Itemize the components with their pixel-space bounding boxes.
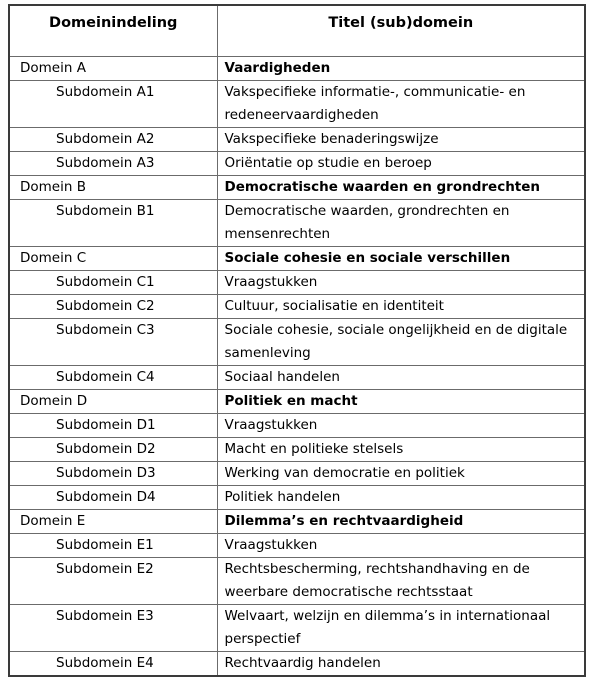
subdomain-level-cell — [9, 152, 217, 176]
table-header-row — [9, 5, 585, 57]
subdomain-level-cell — [9, 271, 217, 295]
subdomain-title-cell — [217, 200, 585, 247]
subdomain-title-cell — [217, 438, 585, 462]
table-row — [9, 152, 585, 176]
subdomain-title-cell — [217, 486, 585, 510]
subdomain-title-cell — [217, 414, 585, 438]
level-label: Domein A — [20, 60, 86, 76]
domein-table-container — [8, 4, 584, 677]
table-row — [9, 247, 585, 271]
table-row — [9, 390, 585, 414]
domain-level-cell — [9, 247, 217, 271]
domain-title-cell — [217, 57, 585, 81]
subdomain-level-cell — [9, 462, 217, 486]
level-label: Subdomein C3 — [56, 322, 155, 338]
level-label: Subdomein A3 — [56, 155, 155, 171]
table-row — [9, 128, 585, 152]
domain-level-cell — [9, 57, 217, 81]
title-label: Welvaart, welzijn en dilemma’s in internationaal perspectief — [224, 608, 551, 647]
domeinindeling-table — [8, 4, 586, 677]
title-label: Werking van democratie en politiek — [224, 465, 465, 481]
subdomain-level-cell — [9, 319, 217, 366]
table-row — [9, 652, 585, 677]
title-label: Politiek handelen — [224, 489, 341, 505]
title-label: Vraagstukken — [224, 274, 318, 290]
subdomain-level-cell — [9, 534, 217, 558]
table-row — [9, 366, 585, 390]
table-row — [9, 486, 585, 510]
title-label: Dilemma’s en rechtvaardigheid — [224, 513, 464, 529]
subdomain-level-cell — [9, 200, 217, 247]
title-label: Democratische waarden en grondrechten — [224, 179, 541, 195]
title-label: Rechtsbescherming, rechtshandhaving en de weerbare democratische rechtsstaat — [224, 561, 530, 600]
level-label: Subdomein A1 — [56, 84, 155, 100]
subdomain-level-cell — [9, 81, 217, 128]
column-header-titel: Titel (sub)domein — [217, 5, 585, 57]
domain-level-cell — [9, 510, 217, 534]
level-label: Subdomein D4 — [56, 489, 156, 505]
subdomain-title-cell — [217, 128, 585, 152]
subdomain-level-cell — [9, 486, 217, 510]
level-label: Subdomein D1 — [56, 417, 156, 433]
table-row — [9, 510, 585, 534]
table-row — [9, 319, 585, 366]
table-row — [9, 462, 585, 486]
subdomain-level-cell — [9, 366, 217, 390]
level-label: Subdomein E4 — [56, 655, 154, 671]
level-label: Subdomein C2 — [56, 298, 155, 314]
title-label: Vakspecifieke benaderingswijze — [224, 131, 439, 147]
table-row — [9, 271, 585, 295]
title-label: Vraagstukken — [224, 417, 318, 433]
subdomain-level-cell — [9, 295, 217, 319]
table-row — [9, 605, 585, 652]
domain-title-cell — [217, 247, 585, 271]
table-row — [9, 534, 585, 558]
title-label: Sociale cohesie en sociale verschillen — [224, 250, 511, 266]
subdomain-title-cell — [217, 271, 585, 295]
level-label: Subdomein C4 — [56, 369, 155, 385]
level-label: Domein E — [20, 513, 86, 529]
subdomain-level-cell — [9, 652, 217, 677]
domain-title-cell — [217, 390, 585, 414]
table-row — [9, 558, 585, 605]
subdomain-title-cell — [217, 295, 585, 319]
subdomain-title-cell — [217, 81, 585, 128]
title-label: Sociale cohesie, sociale ongelijkheid en de digitale samenleving — [224, 322, 568, 361]
table-row — [9, 438, 585, 462]
title-label: Vraagstukken — [224, 537, 318, 553]
table-row — [9, 200, 585, 247]
title-label: Oriëntatie op studie en beroep — [224, 155, 432, 171]
title-label: Macht en politieke stelsels — [224, 441, 404, 457]
title-label: Cultuur, socialisatie en identiteit — [224, 298, 444, 314]
table-row — [9, 176, 585, 200]
subdomain-title-cell — [217, 319, 585, 366]
domain-level-cell — [9, 390, 217, 414]
domain-level-cell — [9, 176, 217, 200]
subdomain-title-cell — [217, 558, 585, 605]
subdomain-title-cell — [217, 462, 585, 486]
level-label: Subdomein E3 — [56, 608, 154, 624]
level-label: Domein C — [20, 250, 87, 266]
subdomain-title-cell — [217, 652, 585, 677]
subdomain-level-cell — [9, 558, 217, 605]
title-label: Rechtvaardig handelen — [224, 655, 381, 671]
table-row — [9, 57, 585, 81]
subdomain-title-cell — [217, 534, 585, 558]
title-label: Vaardigheden — [224, 60, 331, 76]
level-label: Subdomein B1 — [56, 203, 155, 219]
level-label: Domein B — [20, 179, 86, 195]
subdomain-level-cell — [9, 414, 217, 438]
table-header — [9, 5, 585, 57]
domain-title-cell — [217, 510, 585, 534]
title-label: Sociaal handelen — [224, 369, 340, 385]
title-label: Vakspecifieke informatie-, communicatie- en redeneervaardigheden — [224, 84, 526, 123]
title-label: Democratische waarden, grondrechten en mensenrechten — [224, 203, 510, 242]
subdomain-title-cell — [217, 152, 585, 176]
title-label: Politiek en macht — [224, 393, 358, 409]
subdomain-title-cell — [217, 605, 585, 652]
column-header-domeinindeling: Domeinindeling — [9, 5, 217, 57]
subdomain-level-cell — [9, 128, 217, 152]
subdomain-level-cell — [9, 438, 217, 462]
subdomain-level-cell — [9, 605, 217, 652]
table-row — [9, 295, 585, 319]
level-label: Subdomein D3 — [56, 465, 156, 481]
domain-title-cell — [217, 176, 585, 200]
table-row — [9, 414, 585, 438]
level-label: Subdomein C1 — [56, 274, 155, 290]
table-body — [9, 57, 585, 677]
level-label: Domein D — [20, 393, 88, 409]
level-label: Subdomein E1 — [56, 537, 154, 553]
level-label: Subdomein E2 — [56, 561, 154, 577]
subdomain-title-cell — [217, 366, 585, 390]
table-row — [9, 81, 585, 128]
level-label: Subdomein A2 — [56, 131, 155, 147]
level-label: Subdomein D2 — [56, 441, 156, 457]
